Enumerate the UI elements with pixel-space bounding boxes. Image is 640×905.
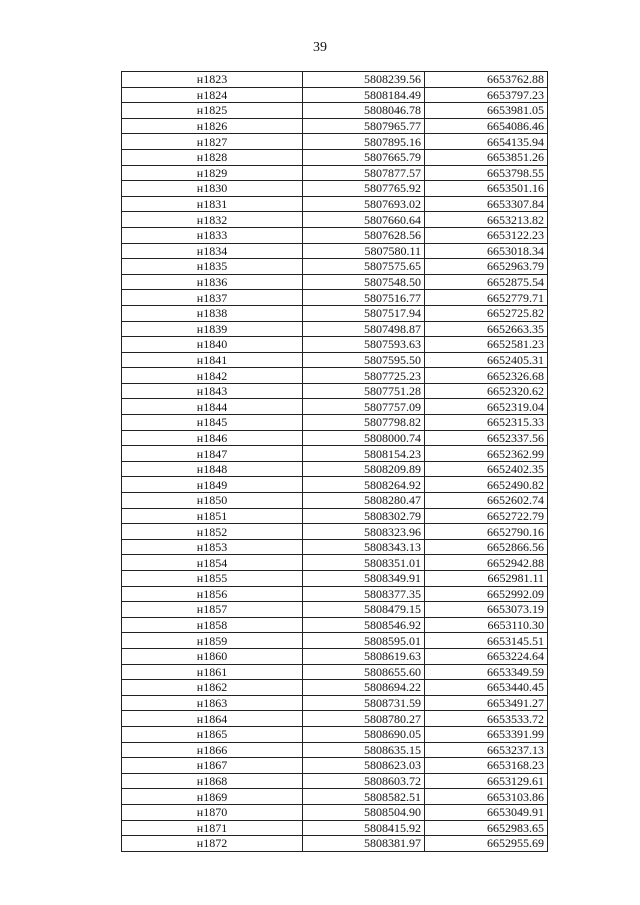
coordinate-y-cell: 6653981.05 [425, 103, 548, 119]
table-row [122, 446, 548, 462]
coordinate-y-cell: 6652319.04 [425, 399, 548, 415]
coordinate-y-cell: 6652722.79 [425, 508, 548, 524]
coordinate-x-cell: 5807498.87 [303, 321, 425, 337]
point-id-cell: н1838 [122, 305, 303, 321]
coordinate-x-cell: 5808504.90 [303, 804, 425, 820]
coordinate-x-cell: 5808381.97 [303, 836, 425, 852]
point-id-cell: н1830 [122, 181, 303, 197]
coordinate-x-cell: 5807575.65 [303, 259, 425, 275]
point-id-cell: н1834 [122, 243, 303, 259]
table-row [122, 602, 548, 618]
page-number: 39 [313, 40, 327, 55]
coordinate-x-cell: 5808046.78 [303, 103, 425, 119]
table-row [122, 742, 548, 758]
point-id-cell: н1857 [122, 602, 303, 618]
point-id-cell: н1869 [122, 789, 303, 805]
table-row [122, 648, 548, 664]
table-row [122, 165, 548, 181]
table-row [122, 149, 548, 165]
coordinate-y-cell: 6652337.56 [425, 430, 548, 446]
coordinate-x-cell: 5807765.92 [303, 181, 425, 197]
table-row [122, 243, 548, 259]
coordinate-y-cell: 6653168.23 [425, 758, 548, 774]
point-id-cell: н1841 [122, 352, 303, 368]
coordinate-y-cell: 6653501.16 [425, 181, 548, 197]
table-row [122, 337, 548, 353]
table-row [122, 118, 548, 134]
coordinate-x-cell: 5808351.01 [303, 555, 425, 571]
table-row [122, 87, 548, 103]
point-id-cell: н1870 [122, 804, 303, 820]
coordinate-x-cell: 5808302.79 [303, 508, 425, 524]
coordinate-y-cell: 6652581.23 [425, 337, 548, 353]
table-row [122, 508, 548, 524]
coordinate-y-cell: 6652992.09 [425, 586, 548, 602]
coordinate-y-cell: 6653145.51 [425, 633, 548, 649]
point-id-cell: н1855 [122, 571, 303, 587]
coordinate-y-cell: 6653762.88 [425, 72, 548, 88]
coordinate-y-cell: 6652981.11 [425, 571, 548, 587]
point-id-cell: н1856 [122, 586, 303, 602]
point-id-cell: н1836 [122, 274, 303, 290]
table-row [122, 383, 548, 399]
point-id-cell: н1823 [122, 72, 303, 88]
coordinate-x-cell: 5807660.64 [303, 212, 425, 228]
table-row [122, 555, 548, 571]
point-id-cell: н1828 [122, 149, 303, 165]
table-row [122, 212, 548, 228]
coordinate-y-cell: 6653049.91 [425, 804, 548, 820]
coordinate-x-cell: 5808731.59 [303, 695, 425, 711]
coordinate-y-cell: 6652866.56 [425, 539, 548, 555]
coordinate-y-cell: 6653307.84 [425, 196, 548, 212]
coordinate-x-cell: 5807725.23 [303, 368, 425, 384]
coordinate-x-cell: 5807965.77 [303, 118, 425, 134]
coordinate-y-cell: 6652983.65 [425, 820, 548, 836]
table-row [122, 539, 548, 555]
coordinate-y-cell: 6652955.69 [425, 836, 548, 852]
coordinate-x-cell: 5808655.60 [303, 664, 425, 680]
point-id-cell: н1826 [122, 118, 303, 134]
table-row [122, 633, 548, 649]
table-row [122, 72, 548, 88]
table-row [122, 290, 548, 306]
coordinate-x-cell: 5808239.56 [303, 72, 425, 88]
table-row [122, 789, 548, 805]
coordinate-y-cell: 6652320.62 [425, 383, 548, 399]
table-row [122, 321, 548, 337]
point-id-cell: н1825 [122, 103, 303, 119]
coordinate-y-cell: 6653533.72 [425, 711, 548, 727]
table-row [122, 477, 548, 493]
coordinate-y-cell: 6653237.13 [425, 742, 548, 758]
coordinate-y-cell: 6652725.82 [425, 305, 548, 321]
table-row [122, 804, 548, 820]
point-id-cell: н1853 [122, 539, 303, 555]
coordinate-y-cell: 6652490.82 [425, 477, 548, 493]
point-id-cell: н1824 [122, 87, 303, 103]
coordinate-x-cell: 5807517.94 [303, 305, 425, 321]
point-id-cell: н1829 [122, 165, 303, 181]
point-id-cell: н1844 [122, 399, 303, 415]
point-id-cell: н1867 [122, 758, 303, 774]
coordinate-y-cell: 6653129.61 [425, 773, 548, 789]
coordinate-y-cell: 6653213.82 [425, 212, 548, 228]
coordinates-table-body [122, 72, 548, 852]
coordinate-y-cell: 6652663.35 [425, 321, 548, 337]
coordinate-x-cell: 5808619.63 [303, 648, 425, 664]
table-row [122, 571, 548, 587]
coordinate-y-cell: 6652402.35 [425, 461, 548, 477]
point-id-cell: н1831 [122, 196, 303, 212]
coordinate-y-cell: 6652362.99 [425, 446, 548, 462]
table-row [122, 415, 548, 431]
coordinate-y-cell: 6653018.34 [425, 243, 548, 259]
coordinate-x-cell: 5808280.47 [303, 493, 425, 509]
coordinate-x-cell: 5808690.05 [303, 726, 425, 742]
coordinate-x-cell: 5807757.09 [303, 399, 425, 415]
point-id-cell: н1865 [122, 726, 303, 742]
coordinate-x-cell: 5808154.23 [303, 446, 425, 462]
coordinate-x-cell: 5807580.11 [303, 243, 425, 259]
coordinate-y-cell: 6652963.79 [425, 259, 548, 275]
coordinate-x-cell: 5808479.15 [303, 602, 425, 618]
coordinate-x-cell: 5807798.82 [303, 415, 425, 431]
coordinate-x-cell: 5807593.63 [303, 337, 425, 353]
point-id-cell: н1866 [122, 742, 303, 758]
point-id-cell: н1863 [122, 695, 303, 711]
point-id-cell: н1858 [122, 617, 303, 633]
coordinate-x-cell: 5808415.92 [303, 820, 425, 836]
table-row [122, 196, 548, 212]
table-row [122, 103, 548, 119]
coordinate-y-cell: 6653491.27 [425, 695, 548, 711]
point-id-cell: н1864 [122, 711, 303, 727]
point-id-cell: н1852 [122, 524, 303, 540]
table-row [122, 259, 548, 275]
coordinate-x-cell: 5807693.02 [303, 196, 425, 212]
table-row [122, 352, 548, 368]
table-row [122, 493, 548, 509]
table-row [122, 134, 548, 150]
table-row [122, 430, 548, 446]
point-id-cell: н1847 [122, 446, 303, 462]
coordinate-y-cell: 6652875.54 [425, 274, 548, 290]
table-row [122, 368, 548, 384]
point-id-cell: н1849 [122, 477, 303, 493]
coordinate-y-cell: 6653797.23 [425, 87, 548, 103]
table-row [122, 711, 548, 727]
coordinate-x-cell: 5808264.92 [303, 477, 425, 493]
coordinate-x-cell: 5807628.56 [303, 227, 425, 243]
coordinate-x-cell: 5808546.92 [303, 617, 425, 633]
coordinate-x-cell: 5807548.50 [303, 274, 425, 290]
coordinate-x-cell: 5808780.27 [303, 711, 425, 727]
coordinate-y-cell: 6652790.16 [425, 524, 548, 540]
point-id-cell: н1854 [122, 555, 303, 571]
coordinate-y-cell: 6652315.33 [425, 415, 548, 431]
point-id-cell: н1843 [122, 383, 303, 399]
table-row [122, 680, 548, 696]
table-row [122, 274, 548, 290]
point-id-cell: н1832 [122, 212, 303, 228]
coordinate-y-cell: 6653798.55 [425, 165, 548, 181]
coordinate-x-cell: 5807751.28 [303, 383, 425, 399]
point-id-cell: н1859 [122, 633, 303, 649]
coordinate-y-cell: 6652405.31 [425, 352, 548, 368]
table-row [122, 836, 548, 852]
coordinates-table [121, 71, 548, 852]
point-id-cell: н1850 [122, 493, 303, 509]
table-row [122, 820, 548, 836]
coordinate-x-cell: 5808603.72 [303, 773, 425, 789]
coordinate-x-cell: 5808582.51 [303, 789, 425, 805]
coordinate-y-cell: 6653110.30 [425, 617, 548, 633]
point-id-cell: н1835 [122, 259, 303, 275]
point-id-cell: н1833 [122, 227, 303, 243]
coordinate-x-cell: 5808209.89 [303, 461, 425, 477]
coordinate-x-cell: 5807516.77 [303, 290, 425, 306]
point-id-cell: н1827 [122, 134, 303, 150]
coordinate-y-cell: 6653349.59 [425, 664, 548, 680]
table-row [122, 617, 548, 633]
coordinate-y-cell: 6654135.94 [425, 134, 548, 150]
point-id-cell: н1871 [122, 820, 303, 836]
coordinate-y-cell: 6652942.88 [425, 555, 548, 571]
coordinate-y-cell: 6653391.99 [425, 726, 548, 742]
coordinate-y-cell: 6652326.68 [425, 368, 548, 384]
point-id-cell: н1868 [122, 773, 303, 789]
point-id-cell: н1846 [122, 430, 303, 446]
coordinate-x-cell: 5807595.50 [303, 352, 425, 368]
table-row [122, 664, 548, 680]
point-id-cell: н1872 [122, 836, 303, 852]
coordinate-y-cell: 6653073.19 [425, 602, 548, 618]
coordinate-x-cell: 5808343.13 [303, 539, 425, 555]
coordinate-y-cell: 6652602.74 [425, 493, 548, 509]
table-row [122, 524, 548, 540]
table-row [122, 586, 548, 602]
coordinate-x-cell: 5808000.74 [303, 430, 425, 446]
coordinate-x-cell: 5808694.22 [303, 680, 425, 696]
coordinate-x-cell: 5808623.03 [303, 758, 425, 774]
table-row [122, 305, 548, 321]
point-id-cell: н1845 [122, 415, 303, 431]
point-id-cell: н1839 [122, 321, 303, 337]
point-id-cell: н1837 [122, 290, 303, 306]
coordinate-x-cell: 5808595.01 [303, 633, 425, 649]
coordinate-x-cell: 5808377.35 [303, 586, 425, 602]
table-row [122, 181, 548, 197]
point-id-cell: н1862 [122, 680, 303, 696]
coordinate-x-cell: 5808635.15 [303, 742, 425, 758]
coordinate-y-cell: 6654086.46 [425, 118, 548, 134]
point-id-cell: н1851 [122, 508, 303, 524]
coordinate-x-cell: 5807895.16 [303, 134, 425, 150]
coordinate-y-cell: 6653440.45 [425, 680, 548, 696]
coordinate-x-cell: 5808323.96 [303, 524, 425, 540]
table-row [122, 695, 548, 711]
coordinate-y-cell: 6652779.71 [425, 290, 548, 306]
coordinate-x-cell: 5807877.57 [303, 165, 425, 181]
table-row [122, 399, 548, 415]
table-row [122, 773, 548, 789]
table-row [122, 227, 548, 243]
coordinate-y-cell: 6653103.86 [425, 789, 548, 805]
point-id-cell: н1840 [122, 337, 303, 353]
point-id-cell: н1860 [122, 648, 303, 664]
coordinate-x-cell: 5808184.49 [303, 87, 425, 103]
table-row [122, 461, 548, 477]
coordinate-y-cell: 6653224.64 [425, 648, 548, 664]
coordinate-y-cell: 6653851.26 [425, 149, 548, 165]
coordinate-x-cell: 5808349.91 [303, 571, 425, 587]
point-id-cell: н1848 [122, 461, 303, 477]
coordinate-x-cell: 5807665.79 [303, 149, 425, 165]
table-row [122, 758, 548, 774]
coordinate-y-cell: 6653122.23 [425, 227, 548, 243]
point-id-cell: н1842 [122, 368, 303, 384]
table-row [122, 726, 548, 742]
point-id-cell: н1861 [122, 664, 303, 680]
